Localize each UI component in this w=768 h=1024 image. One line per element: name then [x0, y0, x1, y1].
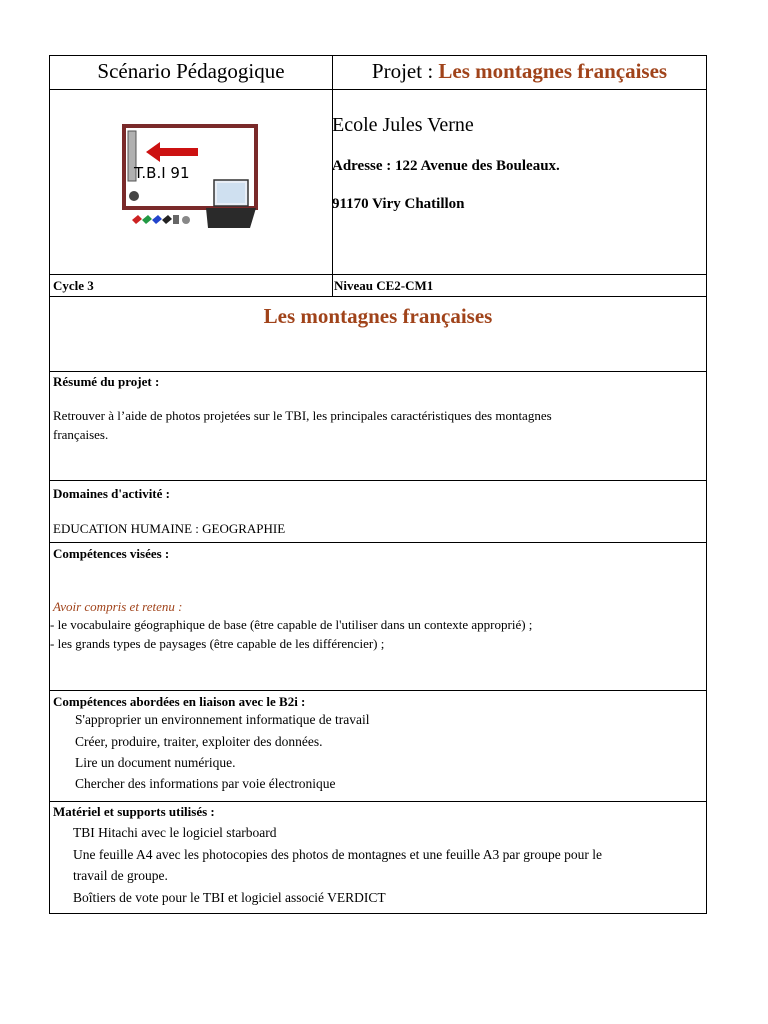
resume-line-2: françaises. — [53, 427, 109, 442]
b2i-item: Chercher des informations par voie électronique — [75, 776, 336, 791]
b2i-item: Créer, produire, traiter, exploiter des données. — [75, 734, 323, 749]
domaines-value: EDUCATION HUMAINE : GEOGRAPHIE — [53, 521, 286, 536]
black-marker-icon — [162, 215, 172, 224]
school-city: 91170 Viry Chatillon — [332, 196, 465, 212]
materiel-item: Une feuille A4 avec les photocopies des photos de montagnes et une feuille A3 par groupe pour le — [73, 847, 602, 862]
green-marker-icon — [142, 215, 152, 224]
school-name: Ecole Jules Verne — [332, 114, 474, 136]
materiel-item: Boîtiers de vote pour le TBI et logiciel associé VERDICT — [73, 890, 386, 905]
cycle-label: Cycle 3 — [53, 278, 94, 293]
b2i-item: Lire un document numérique. — [75, 755, 236, 770]
school-address: Adresse : 122 Avenue des Bouleaux. — [332, 158, 560, 174]
laptop-screen-content — [217, 183, 245, 203]
laptop-base-icon — [206, 208, 256, 228]
competences-intro: Avoir compris et retenu : — [53, 599, 183, 614]
logo-text: T.B.I 91 — [134, 164, 190, 182]
b2i-item: S'approprier un environnement informatique de travail — [75, 712, 370, 727]
domaines-label: Domaines d'activité : — [53, 486, 170, 501]
main-title: Les montagnes françaises — [263, 304, 493, 328]
competence-item: - les grands types de paysages (être capable de les différencier) ; — [50, 636, 385, 651]
tbi-logo — [120, 122, 265, 237]
project-name: Les montagnes françaises — [438, 59, 668, 83]
pen-cap-icon — [182, 216, 190, 224]
resume-line-1: Retrouver à l’aide de photos projetées sur le TBI, les principales caractéristiques des montagnes — [53, 408, 552, 423]
materiel-item: TBI Hitachi avec le logiciel starboard — [73, 825, 277, 840]
project-prefix: Projet : — [371, 59, 439, 83]
materiel-item: travail de groupe. — [73, 868, 168, 883]
competences-label: Compétences visées : — [53, 546, 170, 561]
b2i-label: Compétences abordées en liaison avec le B2i : — [53, 694, 306, 709]
eraser-icon — [173, 215, 179, 224]
blue-marker-icon — [152, 215, 162, 224]
scenario-title: Scénario Pédagogique — [97, 59, 285, 83]
competence-item: - le vocabulaire géographique de base (être capable de l'utiliser dans un contexte approprié) ; — [50, 617, 533, 632]
red-marker-icon — [132, 215, 142, 224]
marker-pens-icon — [132, 215, 190, 224]
resume-label: Résumé du projet : — [53, 374, 160, 389]
materiel-label: Matériel et supports utilisés : — [53, 804, 215, 819]
speaker-icon — [129, 191, 139, 201]
niveau-label: Niveau CE2-CM1 — [334, 278, 434, 293]
project-title — [332, 59, 707, 84]
